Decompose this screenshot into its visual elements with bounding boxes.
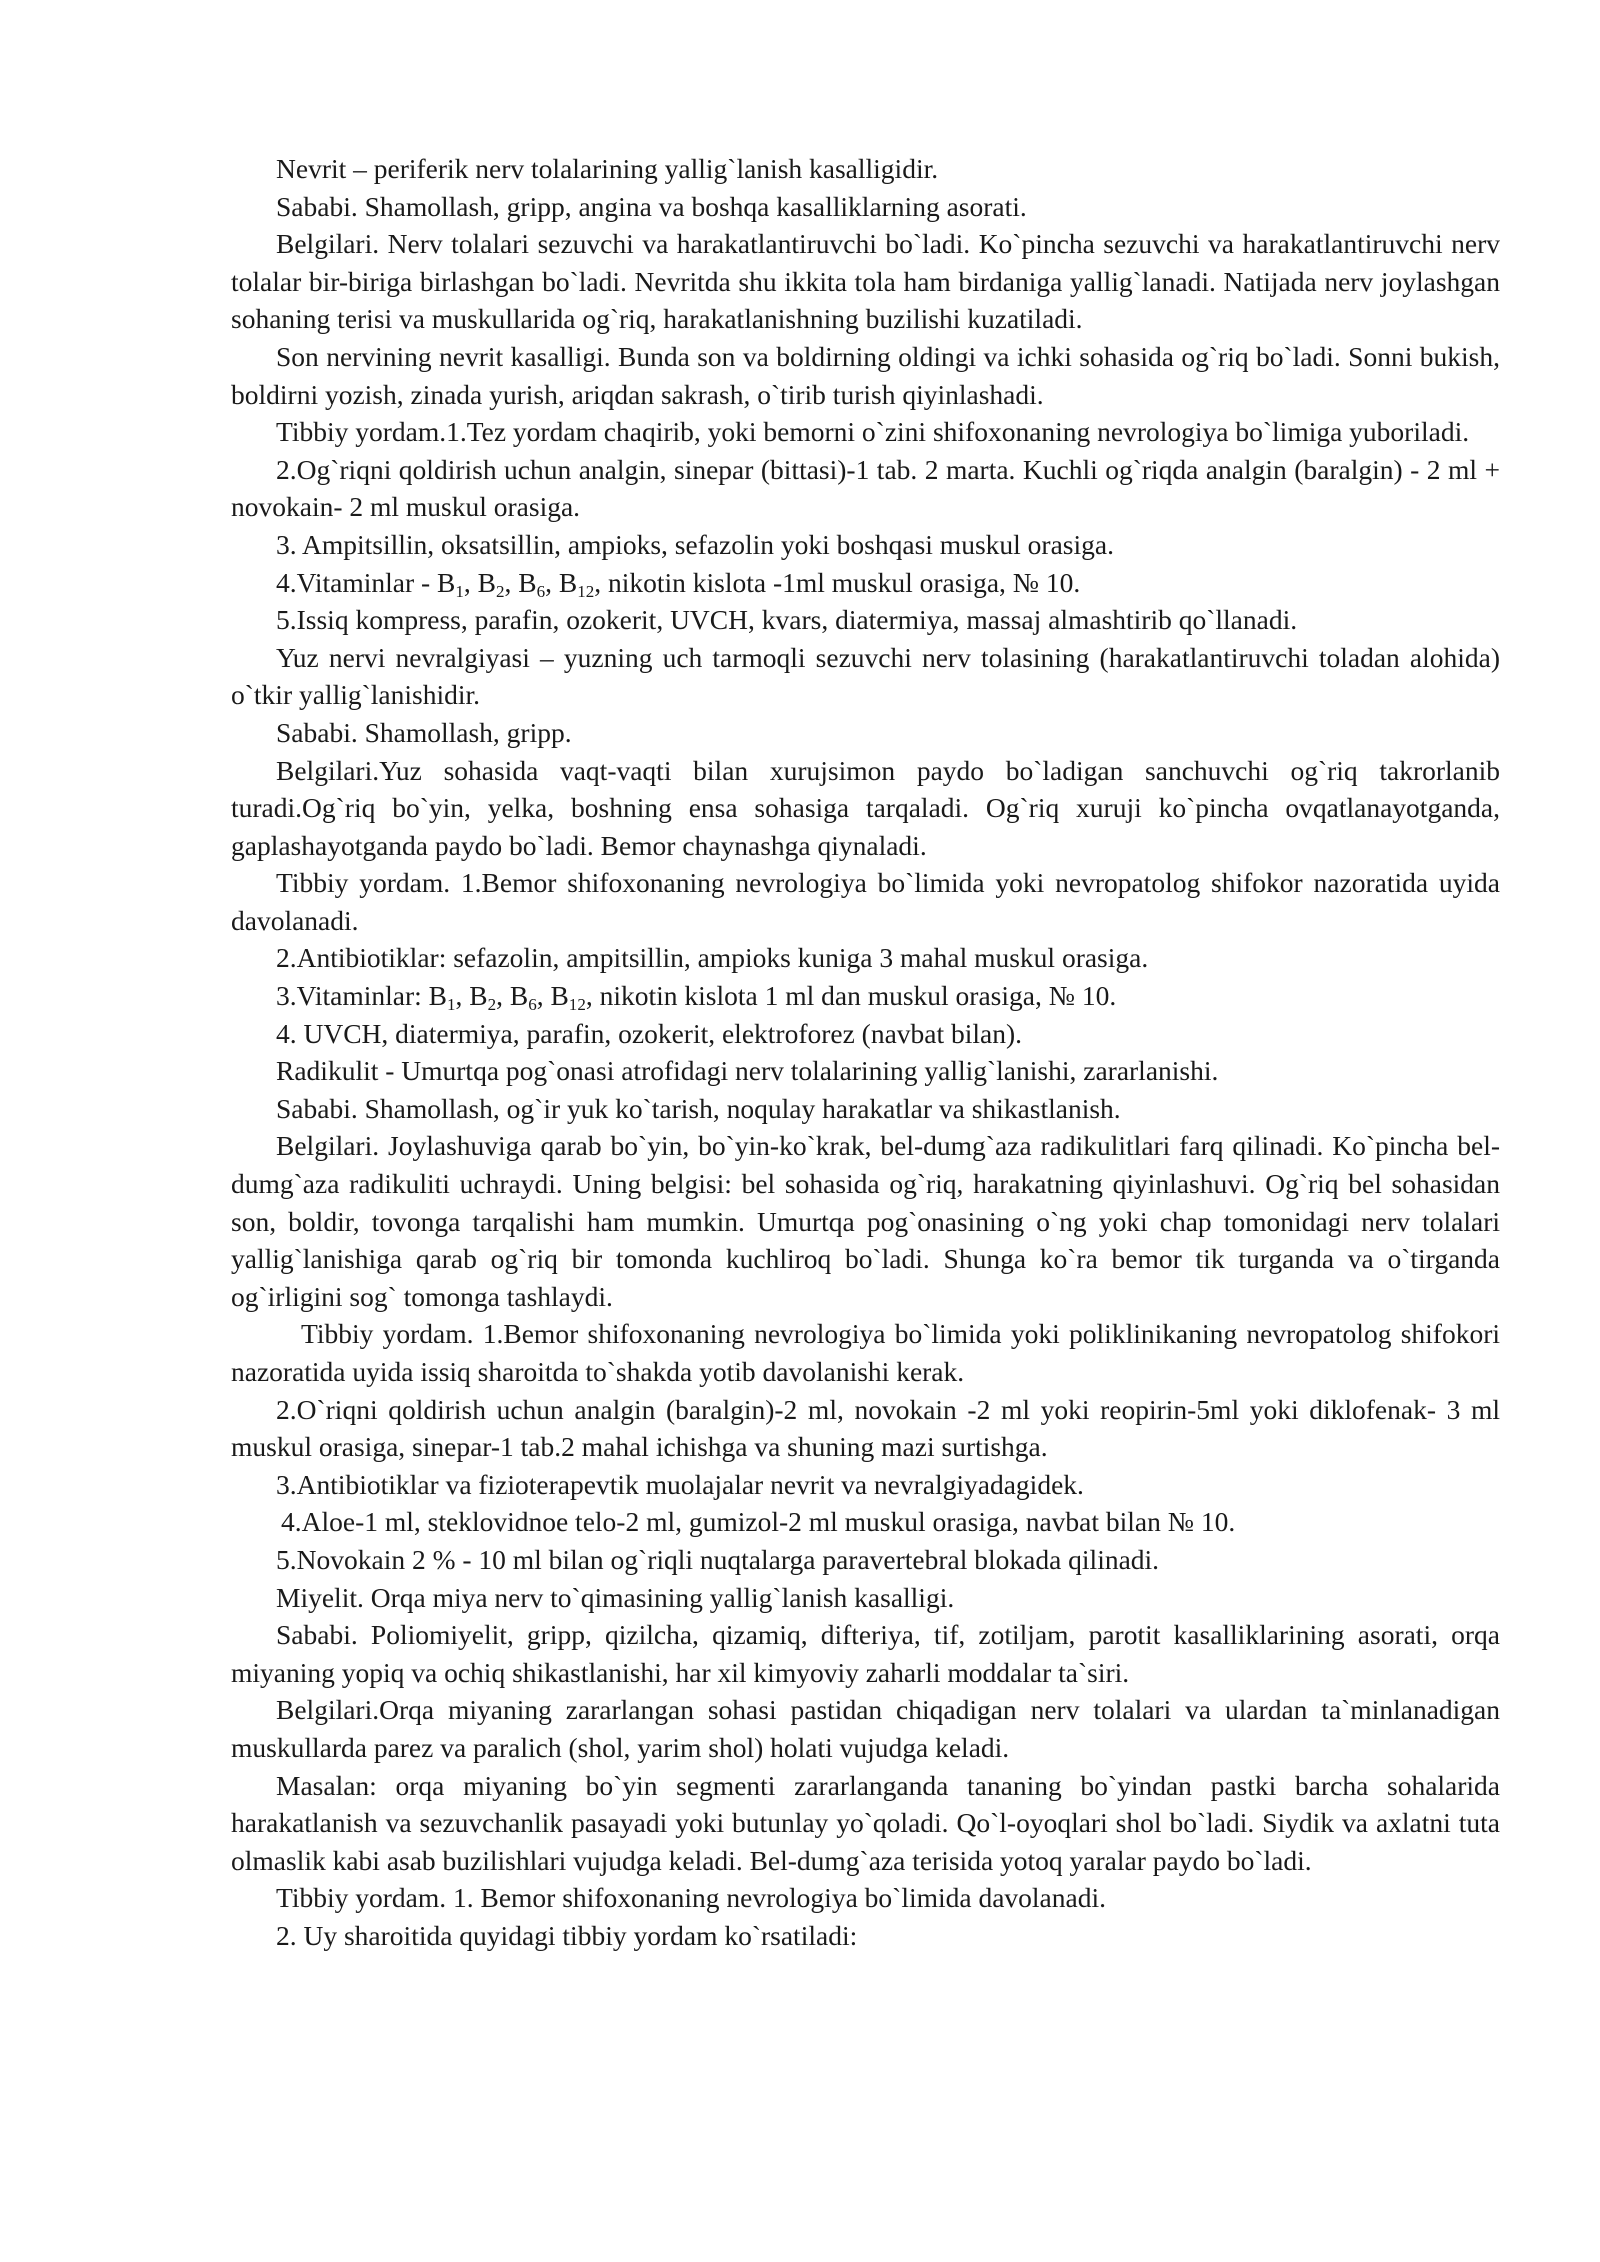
subscript: 1 bbox=[446, 995, 456, 1015]
text-run: , nikotin kislota -1ml muskul orasiga, № 10. bbox=[594, 566, 1081, 598]
paragraph: Tibbiy yordam. 1. Bemor shifoxonaning nevrologiya bo`limida davolanadi. bbox=[276, 1882, 1106, 1914]
paragraph: 3. Ampitsillin, oksatsillin, ampioks, sefazolin yoki boshqasi muskul orasiga. bbox=[276, 528, 1114, 560]
subscript: 12 bbox=[577, 581, 595, 601]
text-run: , B bbox=[496, 980, 529, 1012]
paragraph-vitamins bbox=[231, 564, 1500, 602]
paragraph: Masalan: orqa miyaning bo`yin segmenti zararlanganda tananing bo`yindan pastki barcha sohalarida harakatlanish va sezuvchanlik pasayadi yoki butunlay yo`qoladi. Qo`l-oyoqlari shol bo`ladi. Siydik va axlatni tuta olmaslik kabi asab buzilishlari vujudga keladi. Bel-dumg`aza terisida yotoq yaralar paydo bo`ladi. bbox=[231, 1769, 1500, 1876]
subscript: 6 bbox=[536, 581, 546, 601]
paragraph: Sababi. Shamollash, gripp. bbox=[276, 716, 572, 748]
paragraph: 2.Antibiotiklar: sefazolin, ampitsillin, ampioks kuniga 3 mahal muskul orasiga. bbox=[276, 942, 1149, 974]
paragraph: Tibbiy yordam. 1.Bemor shifoxonaning nevrologiya bo`limida yoki poliklinikaning nevropatolog shifokori nazoratida uyida issiq sharoitda to`shakda yotib davolanishi kerak. bbox=[231, 1318, 1500, 1387]
paragraph: Radikulit - Umurtqa pog`onasi atrofidagi nerv tolalarining yallig`lanishi, zararlanishi. bbox=[276, 1055, 1219, 1087]
subscript: 1 bbox=[455, 581, 464, 601]
paragraph: Miyelit. Orqa miya nerv to`qimasining yallig`lanish kasalligi. bbox=[276, 1581, 955, 1613]
paragraph: Sababi. Poliomiyelit, gripp, qizilcha, qizamiq, difteriya, tif, zotiljam, parotit kasalliklarining asorati, orqa miyaning yopiq va ochiq shikastlanishi, har xil kimyoviy zaharli moddalar ta`siri. bbox=[231, 1619, 1500, 1688]
text-run: , nikotin kislota 1 ml dan muskul orasiga, № 10. bbox=[585, 980, 1117, 1012]
subscript: 6 bbox=[528, 995, 537, 1015]
paragraph: Belgilari.Yuz sohasida vaqt-vaqti bilan xurujsimon paydo bo`ladigan sanchuvchi og`riq takrorlanib turadi.Og`riq bo`yin, yelka, boshning ensa sohasiga tarqaladi. Og`riq xuruji ko`pincha ovqatlanayotganda, gaplashayotganda paydo bo`ladi. Bemor chaynashga qiynaladi. bbox=[231, 754, 1500, 861]
paragraph: Nevrit – periferik nerv tolalarining yallig`lanish kasalligidir. bbox=[276, 153, 939, 184]
subscript: 12 bbox=[568, 995, 586, 1015]
paragraph: Belgilari. Joylashuviga qarab bo`yin, bo`yin-ko`krak, bel-dumg`aza radikulitlari farq qilinadi. Ko`pincha bel-dumg`aza radikuliti uchraydi. Uning belgisi: bel sohasida og`riq, harakatning qiyinlashuvi. Og`riq bel sohasidan son, boldir, tovonga tarqalishi ham mumkin. Umurtqa pog`onasining o`ng yoki chap tomonidagi nerv tolalari yallig`lanishiga qarab og`riq bir tomonda kuchliroq bo`ladi. Shunga ko`ra bemor tik turganda va o`tirganda og`irligini sog` tomonga tashlaydi. bbox=[231, 1130, 1500, 1312]
document-page bbox=[231, 150, 1500, 1955]
paragraph: 5.Issiq kompress, parafin, ozokerit, UVCH, kvars, diatermiya, massaj almashtirib qo`llanadi. bbox=[276, 604, 1298, 636]
text-run: , B bbox=[536, 980, 569, 1012]
subscript: 2 bbox=[487, 995, 497, 1015]
paragraph: Belgilari. Nerv tolalari sezuvchi va harakatlantiruvchi bo`ladi. Ko`pincha sezuvchi va harakatlantiruvchi nerv tolalar bir-biriga birlashgan bo`ladi. Nevritda shu ikkita tola ham birdaniga yallig`lanadi. Natijada nerv joylashgan sohaning terisi va muskullarida og`riq, harakatlanishning buzilishi kuzatiladi. bbox=[231, 228, 1500, 335]
paragraph: 2. Uy sharoitida quyidagi tibbiy yordam ko`rsatiladi: bbox=[276, 1919, 858, 1951]
paragraph: Yuz nervi nevralgiyasi – yuzning uch tarmoqli sezuvchi nerv tolasining (harakatlantiruvchi toladan alohida) o`tkir yallig`lanishidir. bbox=[231, 641, 1500, 711]
paragraph: 4.Aloe-1 ml, steklovidnoe telo-2 ml, gumizol-2 ml muskul orasiga, navbat bilan № 10. bbox=[281, 1506, 1236, 1538]
paragraph: Belgilari.Orqa miyaning zararlangan sohasi pastidan chiqadigan nerv tolalari va ulardan ta`minlanadigan muskullarda parez va paralich (shol, yarim shol) holati vujudga keladi. bbox=[231, 1694, 1500, 1763]
text-run: , B bbox=[504, 566, 537, 598]
paragraph-vitamins bbox=[231, 977, 1500, 1015]
paragraph: Tibbiy yordam.1.Tez yordam chaqirib, yoki bemorni o`zini shifoxonaning nevrologiya bo`limiga yuboriladi. bbox=[276, 416, 1470, 448]
text-run: 4.Vitaminlar - B bbox=[276, 566, 456, 598]
paragraph: Sababi. Shamollash, gripp, angina va boshqa kasalliklarning asorati. bbox=[276, 190, 1027, 222]
text-run: , B bbox=[545, 566, 578, 598]
paragraph: Tibbiy yordam. 1.Bemor shifoxonaning nevrologiya bo`limida yoki nevropatolog shifokor nazoratida uyida davolanadi. bbox=[231, 867, 1500, 936]
paragraph: Son nervining nevrit kasalligi. Bunda son va boldirning oldingi va ichki sohasida og`riq bo`ladi. Sonni bukish, boldirni yozish, zinada yurish, ariqdan sakrash, o`tirib turish qiyinlashadi. bbox=[231, 340, 1500, 410]
paragraph: Sababi. Shamollash, og`ir yuk ko`tarish, noqulay harakatlar va shikastlanish. bbox=[276, 1092, 1121, 1124]
paragraph: 5.Novokain 2 % - 10 ml bilan og`riqli nuqtalarga paravertebral blokada qilinadi. bbox=[276, 1543, 1160, 1575]
paragraph: 2.O`riqni qoldirish uchun analgin (baralgin)-2 ml, novokain -2 ml yoki reopirin-5ml yoki diklofenak- 3 ml muskul orasiga, sinepar-1 tab.2 mahal ichishga va shuning mazi surtishga. bbox=[231, 1393, 1500, 1463]
paragraph: 3.Antibiotiklar va fizioterapevtik muolajalar nevrit va nevralgiyadagidek. bbox=[276, 1468, 1084, 1500]
text-run: , B bbox=[463, 566, 496, 598]
paragraph: 4. UVCH, diatermiya, parafin, ozokerit, elektroforez (navbat bilan). bbox=[276, 1017, 1023, 1049]
subscript: 2 bbox=[495, 581, 505, 601]
text-run: , B bbox=[455, 980, 488, 1012]
paragraph: 2.Og`riqni qoldirish uchun analgin, sinepar (bittasi)-1 tab. 2 marta. Kuchli og`riqda analgin (baralgin) - 2 ml + novokain- 2 ml muskul orasiga. bbox=[231, 453, 1500, 523]
text-run: 3.Vitaminlar: B bbox=[276, 980, 447, 1012]
